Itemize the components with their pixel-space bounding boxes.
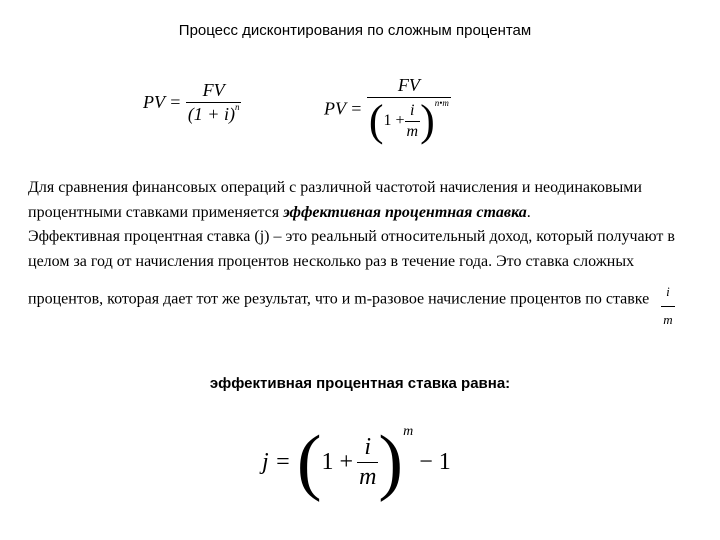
formula3-numerator: i	[364, 433, 372, 460]
emphasis-effective-rate: эффективная процентная ставка	[283, 203, 527, 221]
formula2-denominator: ( 1 + $\frac{i}{m}$ ) n•m	[368, 96, 449, 145]
formula2-one-plus: 1 +	[383, 112, 405, 129]
formula-discount-annual	[143, 80, 241, 125]
formula1-denominator: $(1 + i)^n$	[187, 102, 240, 124]
formula1-fraction	[186, 80, 242, 125]
formula-discount-periodic	[324, 75, 451, 143]
description-paragraph	[28, 176, 698, 326]
formula1-lhs: PV =	[143, 92, 182, 112]
formula3-fraction	[357, 434, 378, 491]
formula-effective-rate: j = ( 1 + $\frac{i}{m}$ ) m − 1	[262, 421, 451, 503]
inline-fraction	[661, 280, 674, 332]
formula2-inner-numerator: i	[410, 101, 415, 119]
formula3-tail: − 1	[419, 448, 451, 475]
paragraph-1: Для сравнения финансовых операций с различной частотой начисления и неодинаковыми процентными ставками применяется эффективная процентная ставка.	[28, 179, 642, 221]
effective-rate-heading: эффективная процентная ставка равна:	[209, 375, 511, 392]
formula2-inner-fraction	[405, 102, 421, 141]
formula3-denominator: m	[359, 463, 377, 490]
inline-fraction-denominator: m	[661, 306, 674, 333]
formula1-exponent: n	[234, 102, 240, 112]
formula3-exponent: m	[403, 424, 414, 439]
formula2-exponent: n•m	[434, 98, 449, 108]
formula2-inner-denominator: m	[406, 122, 419, 140]
formula3-one-plus: 1 +	[321, 448, 354, 475]
paragraph-2: Эффективная процентная ставка (j) – это реальный относительный доход, который получают в целом за год от начисления процентов несколько раз в течение года. Это ставка сложных процентов, которая дает тот же результат, что и m-разовое начисление процентов по ставке $\frac{i}{m}$	[28, 225, 698, 326]
formula1-numerator: FV	[202, 80, 225, 100]
formula3-lhs: j =	[262, 448, 291, 475]
formula2-lhs: PV =	[324, 98, 363, 119]
inline-fraction-numerator: i	[666, 284, 670, 299]
slide-title: Процесс дисконтирования по сложным процентам	[178, 22, 532, 39]
formula2-numerator: FV	[397, 75, 420, 95]
formula2-fraction	[367, 75, 451, 143]
